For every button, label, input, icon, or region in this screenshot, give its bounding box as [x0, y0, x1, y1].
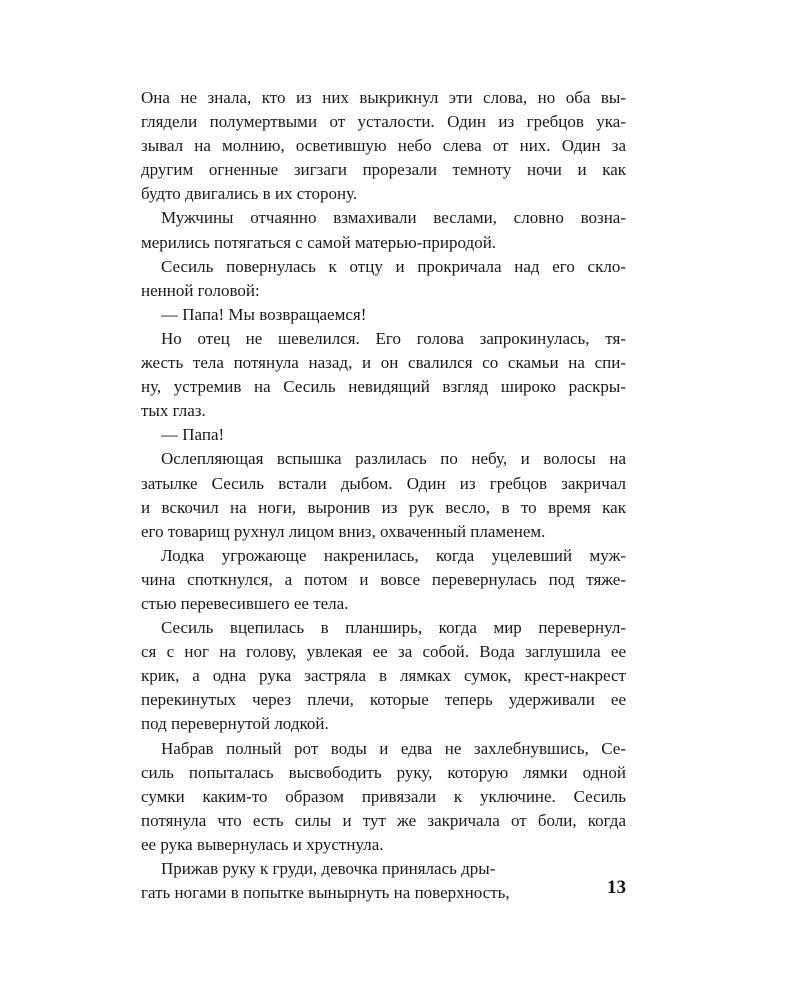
- text-line: под перевернутой лодкой.: [141, 714, 329, 734]
- text-line: крик, а одна рука застряла в лямках сумок, крест-накрест: [141, 666, 626, 686]
- text-line: тых глаз.: [141, 401, 206, 421]
- text-line: Но отец не шевелился. Его голова запрокинулась, тя-: [161, 328, 626, 348]
- text-line: потянула что есть силы и тут же закричала от боли, когда: [141, 810, 626, 830]
- body-text: [141, 86, 626, 905]
- text-line: ненной головой:: [141, 280, 260, 300]
- text-line: Сесиль повернулась к отцу и прокричала над его скло-: [161, 256, 626, 276]
- text-line: глядели полумертвыми от усталости. Один из гребцов ука-: [141, 112, 626, 132]
- text-line: перекинутых через плечи, которые теперь удерживали ее: [141, 690, 626, 710]
- text-line: Лодка угрожающе накренилась, когда уцелевший муж-: [161, 545, 626, 565]
- text-line: Набрав полный рот воды и едва не захлебнувшись, Се-: [161, 738, 626, 758]
- text-line: другим огненные зигзаги прорезали темноту ночи и как: [141, 160, 626, 180]
- text-line: мерились потягаться с самой матерью-природой.: [141, 232, 497, 252]
- text-line: — Папа!: [161, 425, 225, 445]
- text-line: стью перевесившего ее тела.: [141, 593, 349, 613]
- text-line: чина споткнулся, а потом и вовсе перевернулась под тяже-: [141, 569, 626, 589]
- text-line: ся с ног на голову, увлекая ее за собой. Вода заглушила ее: [141, 642, 626, 662]
- text-line: силь попыталась высвободить руку, которую лямки одной: [141, 762, 626, 782]
- text-line: затылке Сесиль встали дыбом. Один из гребцов закричал: [141, 473, 626, 493]
- text-line: Мужчины отчаянно взмахивали веслами, словно возна-: [161, 208, 626, 228]
- text-line: Сесиль вцепилась в планширь, когда мир перевернул-: [161, 618, 626, 638]
- text-line: ну, устремив на Сесиль невидящий взгляд широко раскры-: [141, 377, 626, 397]
- text-line: и вскочил на ноги, выронив из рук весло, в то время как: [141, 497, 626, 517]
- text-line: жесть тела потянула назад, и он свалился со скамьи на спи-: [141, 353, 626, 373]
- text-line: гать ногами в попытке вынырнуть на поверхность,: [141, 883, 510, 903]
- text-line: зывал на молнию, осветившую небо слева от них. Один за: [141, 136, 626, 156]
- text-line: ее рука вывернулась и хрустнула.: [141, 834, 384, 854]
- text-line: Она не знала, кто из них выкрикнул эти слова, но оба вы-: [141, 88, 626, 107]
- text-line: его товарищ рухнул лицом вниз, охваченный пламенем.: [141, 521, 546, 541]
- text-line: — Папа! Мы возвращаемся!: [161, 304, 367, 324]
- text-line: сумки каким-то образом привязали к уключине. Сесиль: [141, 786, 626, 806]
- text-line: Прижав руку к груди, девочка принялась дры-: [161, 859, 496, 878]
- text-line: будто двигались в их сторону.: [141, 184, 358, 204]
- page-number: 13: [607, 877, 626, 898]
- text-line: Ослепляющая вспышка разлилась по небу, и волосы на: [161, 449, 626, 469]
